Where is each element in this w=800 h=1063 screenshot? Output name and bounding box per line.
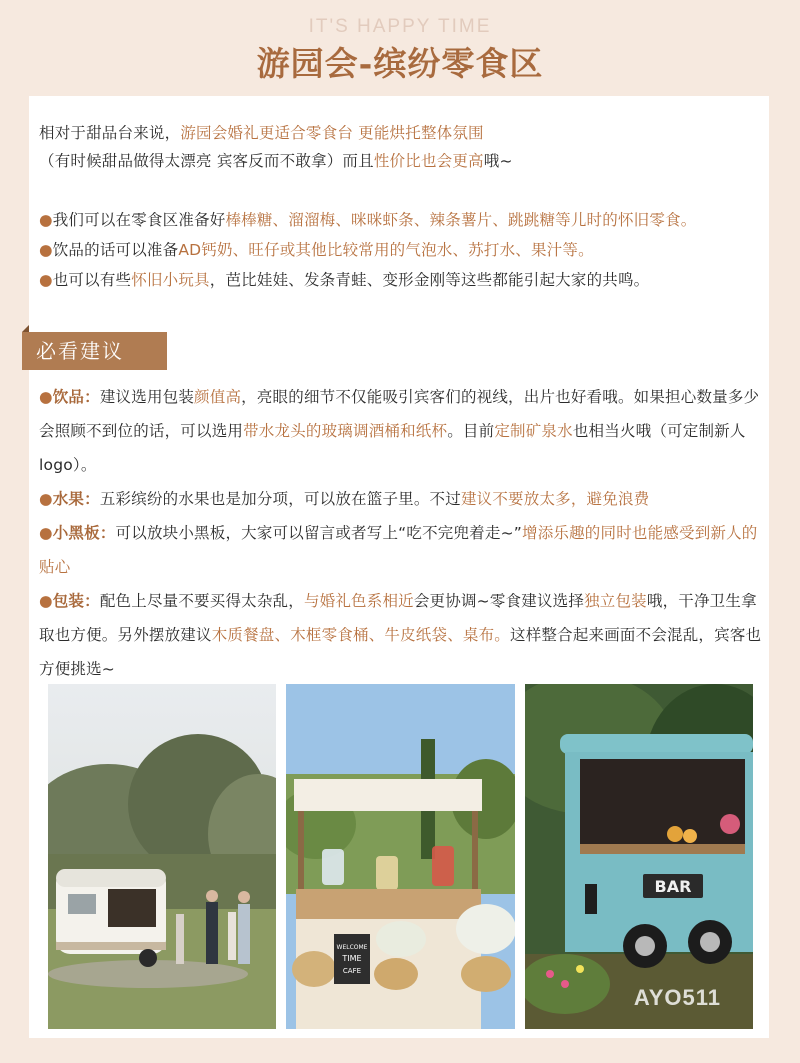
list-item: ●饮品的话可以准备AD钙奶、旺仔或其他比较常用的气泡水、苏打水、果汁等。 xyxy=(39,241,594,259)
photo-white-trailer xyxy=(48,684,276,1029)
content-card xyxy=(29,96,769,1038)
advice-item-fruit: ●水果：五彩缤纷的水果也是加分项，可以放在篮子里。不过建议不要放太多，避免浪费 xyxy=(39,490,650,508)
intro-line-1: 相对于甜品台来说，游园会婚礼更适合零食台 更能烘托整体氛围 xyxy=(39,124,484,142)
page-title: 游园会-缤纷零食区 xyxy=(256,44,544,83)
header-kicker: IT'S HAPPY TIME xyxy=(308,16,492,37)
photo-blue-trailer xyxy=(525,684,753,1029)
bar-sign-text: BAR xyxy=(654,877,692,896)
photo-strip xyxy=(48,684,753,1029)
advice-item-drinks: ●饮品：建议选用包装颜值高，亮眼的细节不仅能吸引宾客们的视线，出片也好看哦。如果担心数量多少会照顾不到位的话，可以选用带水龙头的玻璃调酒桶和纸杯。目前定制矿泉水也相当火哦（可定制新人logo）。 xyxy=(39,388,760,474)
intro-paragraph xyxy=(39,119,764,175)
points-list xyxy=(39,205,764,295)
advice-list xyxy=(39,380,765,686)
advice-item-packaging: ●包装：配色上尽量不要买得太杂乱，与婚礼色系相近会更协调~零食建议选择独立包装哦，干净卫生拿取也方便。另外摆放建议木质餐盘、木框零食桶、牛皮纸袋、桌布。这样整合起来画面不会混乱，宾客也方便挑选~ xyxy=(39,592,762,678)
advice-item-blackboard: ●小黑板：可以放块小黑板，大家可以留言或者写上“吃不完兜着走~”增添乐趣的同时也能感受到新人的贴心 xyxy=(39,524,758,576)
section-tab-advice: 必看建议 xyxy=(22,332,167,370)
welcome-sign-text: WELCOME xyxy=(336,944,368,951)
welcome-sign-time: TIME xyxy=(342,954,362,963)
photo-snack-table xyxy=(286,684,515,1029)
list-item: ●我们可以在零食区准备好棒棒糖、溜溜梅、咪咪虾条、辣条薯片、跳跳糖等儿时的怀旧零食。 xyxy=(39,211,697,229)
intro-line-2: （有时候甜品做得太漂亮 宾客反而不敢拿）而且性价比也会更高哦~ xyxy=(39,152,513,170)
welcome-sign-cafe: CAFE xyxy=(342,967,362,975)
list-item: ●也可以有些怀旧小玩具，芭比娃娃、发条青蛙、变形金刚等这些都能引起大家的共鸣。 xyxy=(39,271,650,289)
watermark: AYO511 xyxy=(633,985,721,1010)
